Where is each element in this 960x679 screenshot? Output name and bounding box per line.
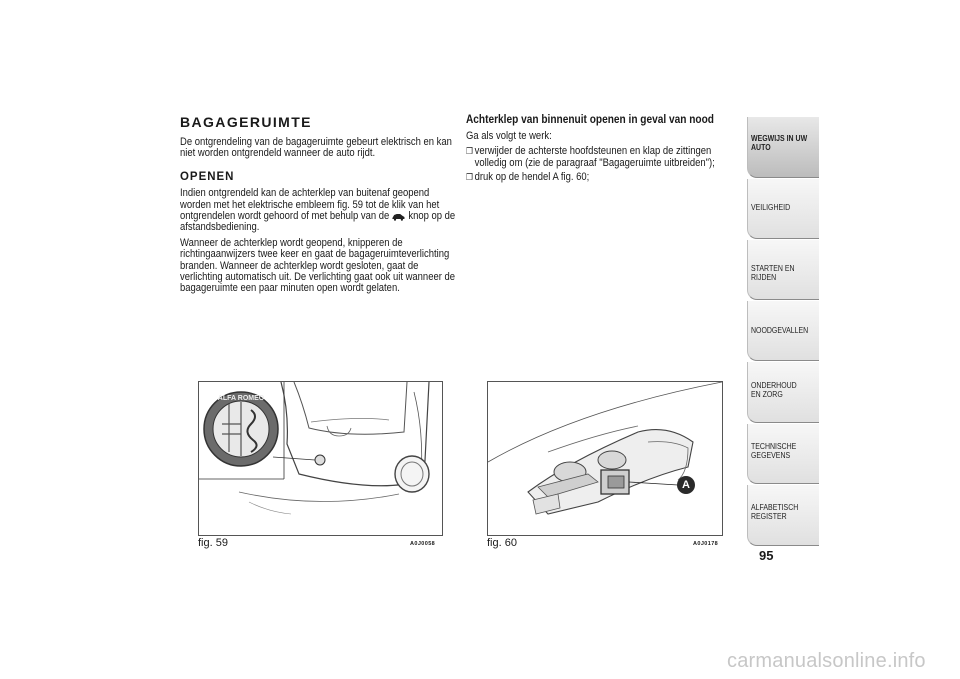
chapter-tabs xyxy=(747,117,819,547)
bullet-mark: ❒ xyxy=(466,172,473,183)
figure-59-image xyxy=(198,381,443,536)
left-body xyxy=(180,137,460,295)
procedure-intro: Ga als volgt te werk: xyxy=(466,130,552,142)
intro-paragraph: De ontgrendeling van de bagageruimte gebeurt elektrisch en kan niet worden ontgrendeld wanneer de auto rijdt. xyxy=(180,136,452,160)
lighting-paragraph: Wanneer de achterklep wordt geopend, knipperen de richtingaanwijzers twee keer en gaat de bagageruimteverlichting branden. Wanneer de achterklep wordt gesloten, gaat de verlichting automatisch uit. De verlichting gaat ook uit wanneer de bagageruimte een paar minuten open wordt gelaten. xyxy=(180,236,456,295)
right-column xyxy=(466,114,746,184)
tab-starten[interactable]: STARTEN EN RIJDEN xyxy=(747,240,819,300)
tailgate-emblem-illustration xyxy=(199,382,442,535)
figure-60-code: A0J0178 xyxy=(693,541,719,547)
callout-a-marker: A xyxy=(677,476,695,494)
figure-59-caption: fig. 59 xyxy=(198,537,228,549)
watermark-text: carmanualsonline.info xyxy=(727,650,926,672)
list-item: ❒ druk op de hendel A fig. 60; xyxy=(466,171,590,184)
emergency-title: Achterklep van binnenuit openen in geval van nood xyxy=(466,114,714,126)
tab-register[interactable]: ALFABETISCH REGISTER xyxy=(747,485,819,546)
subsection-title: OPENEN xyxy=(180,170,235,183)
figure-60-image xyxy=(487,381,723,536)
figure-60-caption: fig. 60 xyxy=(487,537,517,549)
right-body xyxy=(466,131,737,184)
tab-veiligheid[interactable]: VEILIGHEID xyxy=(747,179,819,239)
emblem-lettering: ALFA ROMEO xyxy=(217,395,265,402)
section-title: BAGAGERUIMTE xyxy=(180,114,312,130)
opening-paragraph: Indien ontgrendeld kan de achterklep van buitenaf geopend worden met het elektrische embleem fig. 59 tot de klik van het ontgrendelen wordt gehoord of met behulp van de knop op de afstandsbediening. xyxy=(180,187,456,234)
tab-wegwijs[interactable]: WEGWIJS IN UW AUTO xyxy=(747,117,819,178)
bullet-mark: ❒ xyxy=(466,146,473,157)
page-number: 95 xyxy=(759,548,774,563)
tab-noodgevallen[interactable]: NOODGEVALLEN xyxy=(747,301,819,361)
list-item: ❒ verwijder de achterste hoofdsteunen en klap de zittingen volledig om (zie de paragraaf "Bagageruimte uitbreiden"); xyxy=(466,145,715,169)
tab-technische[interactable]: TECHNISCHE GEGEVENS xyxy=(747,424,819,484)
tab-onderhoud[interactable]: ONDERHOUD EN ZORG xyxy=(747,362,819,423)
left-column xyxy=(180,114,460,299)
car-trunk-icon xyxy=(392,212,406,221)
trunk-interior-illustration xyxy=(488,382,722,535)
figure-59-code: A0J0058 xyxy=(410,541,436,547)
